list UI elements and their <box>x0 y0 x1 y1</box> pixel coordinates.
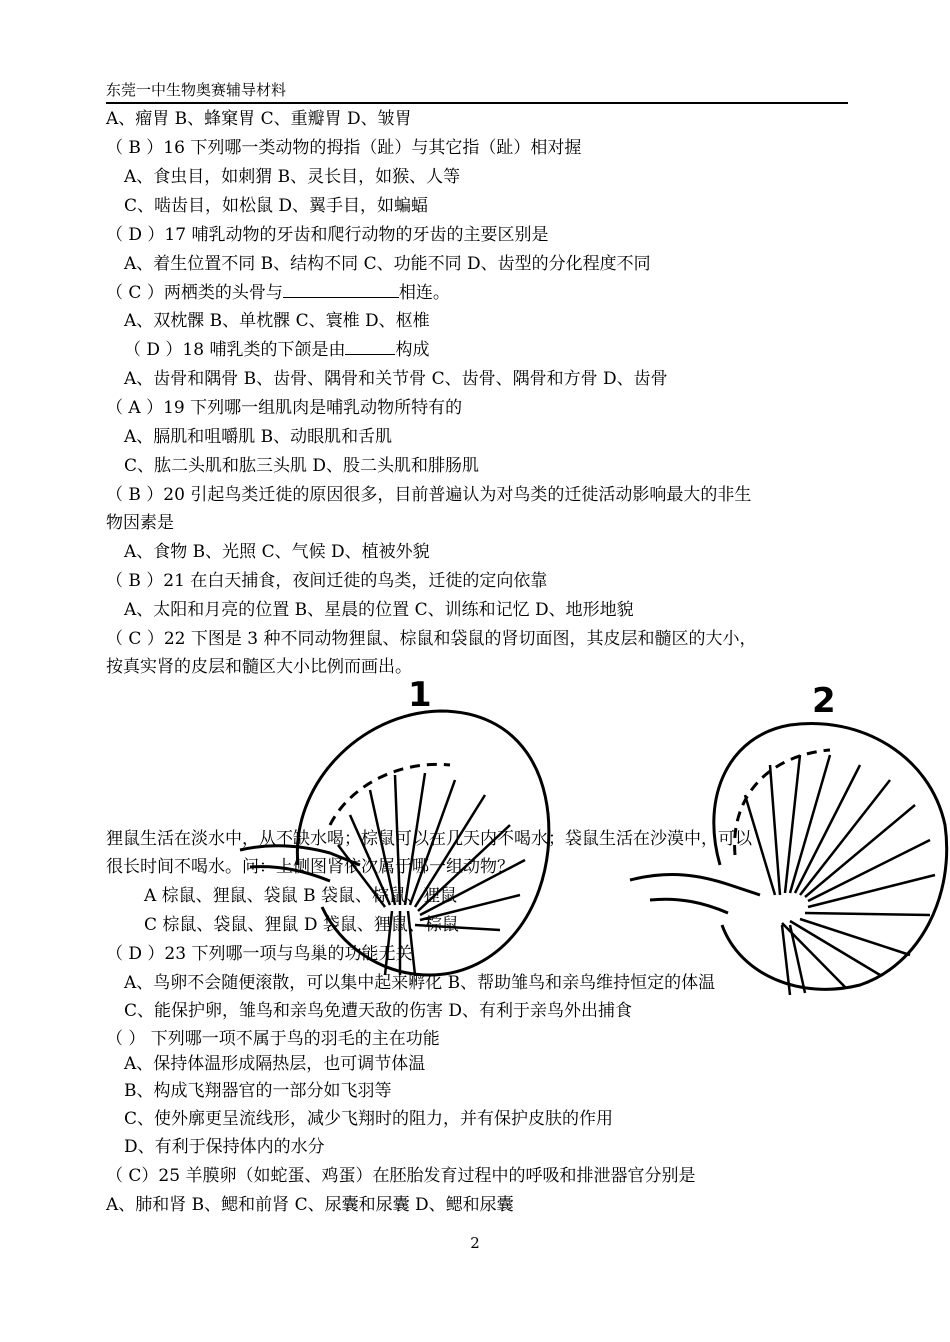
text-line: 按真实肾的皮层和髓区大小比例而画出。 <box>106 657 412 677</box>
text-line: A 棕鼠、狸鼠、袋鼠 B 袋鼠、棕鼠、狸鼠 <box>144 886 457 906</box>
text-line: D、有利于保持体内的水分 <box>124 1137 325 1157</box>
text-line: （ D ）17 哺乳动物的牙齿和爬行动物的牙齿的主要区别是 <box>106 225 549 245</box>
figure-label-1: 1 <box>408 675 432 715</box>
text-line: （ B ）21 在白天捕食，夜间迁徙的鸟类，迁徙的定向依靠 <box>106 571 548 591</box>
text-line: A、鸟卵不会随便滚散，可以集中起来孵化 B、帮助雏鸟和亲鸟维持恒定的体温 <box>124 973 716 993</box>
question-18-text: （ D ）18 哺乳类的下颌是由 <box>124 340 346 360</box>
text-line: C、使外廓更呈流线形，减少飞翔时的阻力，并有保护皮肤的作用 <box>124 1109 614 1129</box>
question-18-text-end: 构成 <box>395 340 430 360</box>
document-header <box>106 80 848 104</box>
text-line: C 棕鼠、袋鼠、狸鼠 D 袋鼠、狸鼠、棕鼠 <box>144 915 459 935</box>
question-18-line <box>124 339 429 361</box>
text-line: 狸鼠生活在淡水中，从不缺水喝；棕鼠可以在几天内不喝水；袋鼠生活在沙漠中，可以 <box>106 829 752 849</box>
figure-label-2: 2 <box>812 681 836 721</box>
header-title: 东莞一中生物奥赛辅导材料 <box>106 81 287 99</box>
text-line: （ B ）16 下列哪一类动物的拇指（趾）与其它指（趾）相对握 <box>106 138 582 158</box>
text-line: A、膈肌和咀嚼肌 B、动眼肌和舌肌 <box>124 427 393 447</box>
text-line: （ ） 下列哪一项不属于鸟的羽毛的主在功能 <box>106 1029 440 1049</box>
text-line: A、瘤胃 B、蜂窠胃 C、重瓣胃 D、皱胃 <box>106 109 412 129</box>
text-line: 物因素是 <box>106 513 174 533</box>
text-line: C、啮齿目，如松鼠 D、翼手目，如蝙蝠 <box>124 196 429 216</box>
kidney-drawing-2 <box>630 723 947 995</box>
text-line: A、齿骨和隅骨 B、齿骨、隅骨和关节骨 C、齿骨、隅骨和方骨 D、齿骨 <box>124 369 668 389</box>
text-line: （ B ）20 引起鸟类迁徙的原因很多，目前普遍认为对鸟类的迁徙活动影响最大的非生 <box>106 485 752 505</box>
text-line: 很长时间不喝水。问：上侧图肾依次属于哪一组动物？ <box>106 857 514 877</box>
answer-blank <box>345 340 395 355</box>
text-line: C、能保护卵，雏鸟和亲鸟免遭天敌的伤害 D、有利于亲鸟外出捕食 <box>124 1001 633 1021</box>
question-skull-text-end: 相连。 <box>398 283 450 303</box>
text-line: （ A ）19 下列哪一组肌肉是哺乳动物所特有的 <box>106 398 463 418</box>
text-line: A、保持体温形成隔热层，也可调节体温 <box>124 1054 426 1074</box>
text-line: （ C）25 羊膜卵（如蛇蛋、鸡蛋）在胚胎发育过程中的呼吸和排泄器官分别是 <box>106 1166 696 1186</box>
text-line: （ D ）23 下列哪一项与鸟巢的功能无关 <box>106 944 413 964</box>
text-line: A、着生位置不同 B、结构不同 C、功能不同 D、齿型的分化程度不同 <box>124 254 651 274</box>
text-line: A、太阳和月亮的位置 B、星晨的位置 C、训练和记忆 D、地形地貌 <box>124 600 634 620</box>
answer-blank <box>283 283 399 298</box>
page-number: 2 <box>470 1234 480 1252</box>
text-line: A、食虫目，如刺猬 B、灵长目，如猴、人等 <box>124 167 461 187</box>
question-skull-line <box>106 282 450 304</box>
text-line: （ C ）22 下图是 3 种不同动物狸鼠、棕鼠和袋鼠的肾切面图，其皮层和髓区的大小， <box>106 629 757 649</box>
text-line: A、肺和肾 B、鳃和前肾 C、尿囊和尿囊 D、鳃和尿囊 <box>106 1195 514 1215</box>
text-line: C、肱二头肌和肱三头肌 D、股二头肌和腓肠肌 <box>124 456 480 476</box>
question-skull-text: （ C ）两栖类的头骨与 <box>106 283 283 303</box>
text-line: A、食物 B、光照 C、气候 D、植被外貌 <box>124 542 430 562</box>
text-line: A、双枕髁 B、单枕髁 C、寰椎 D、枢椎 <box>124 311 430 331</box>
text-line: B、构成飞翔器官的一部分如飞羽等 <box>124 1081 392 1101</box>
